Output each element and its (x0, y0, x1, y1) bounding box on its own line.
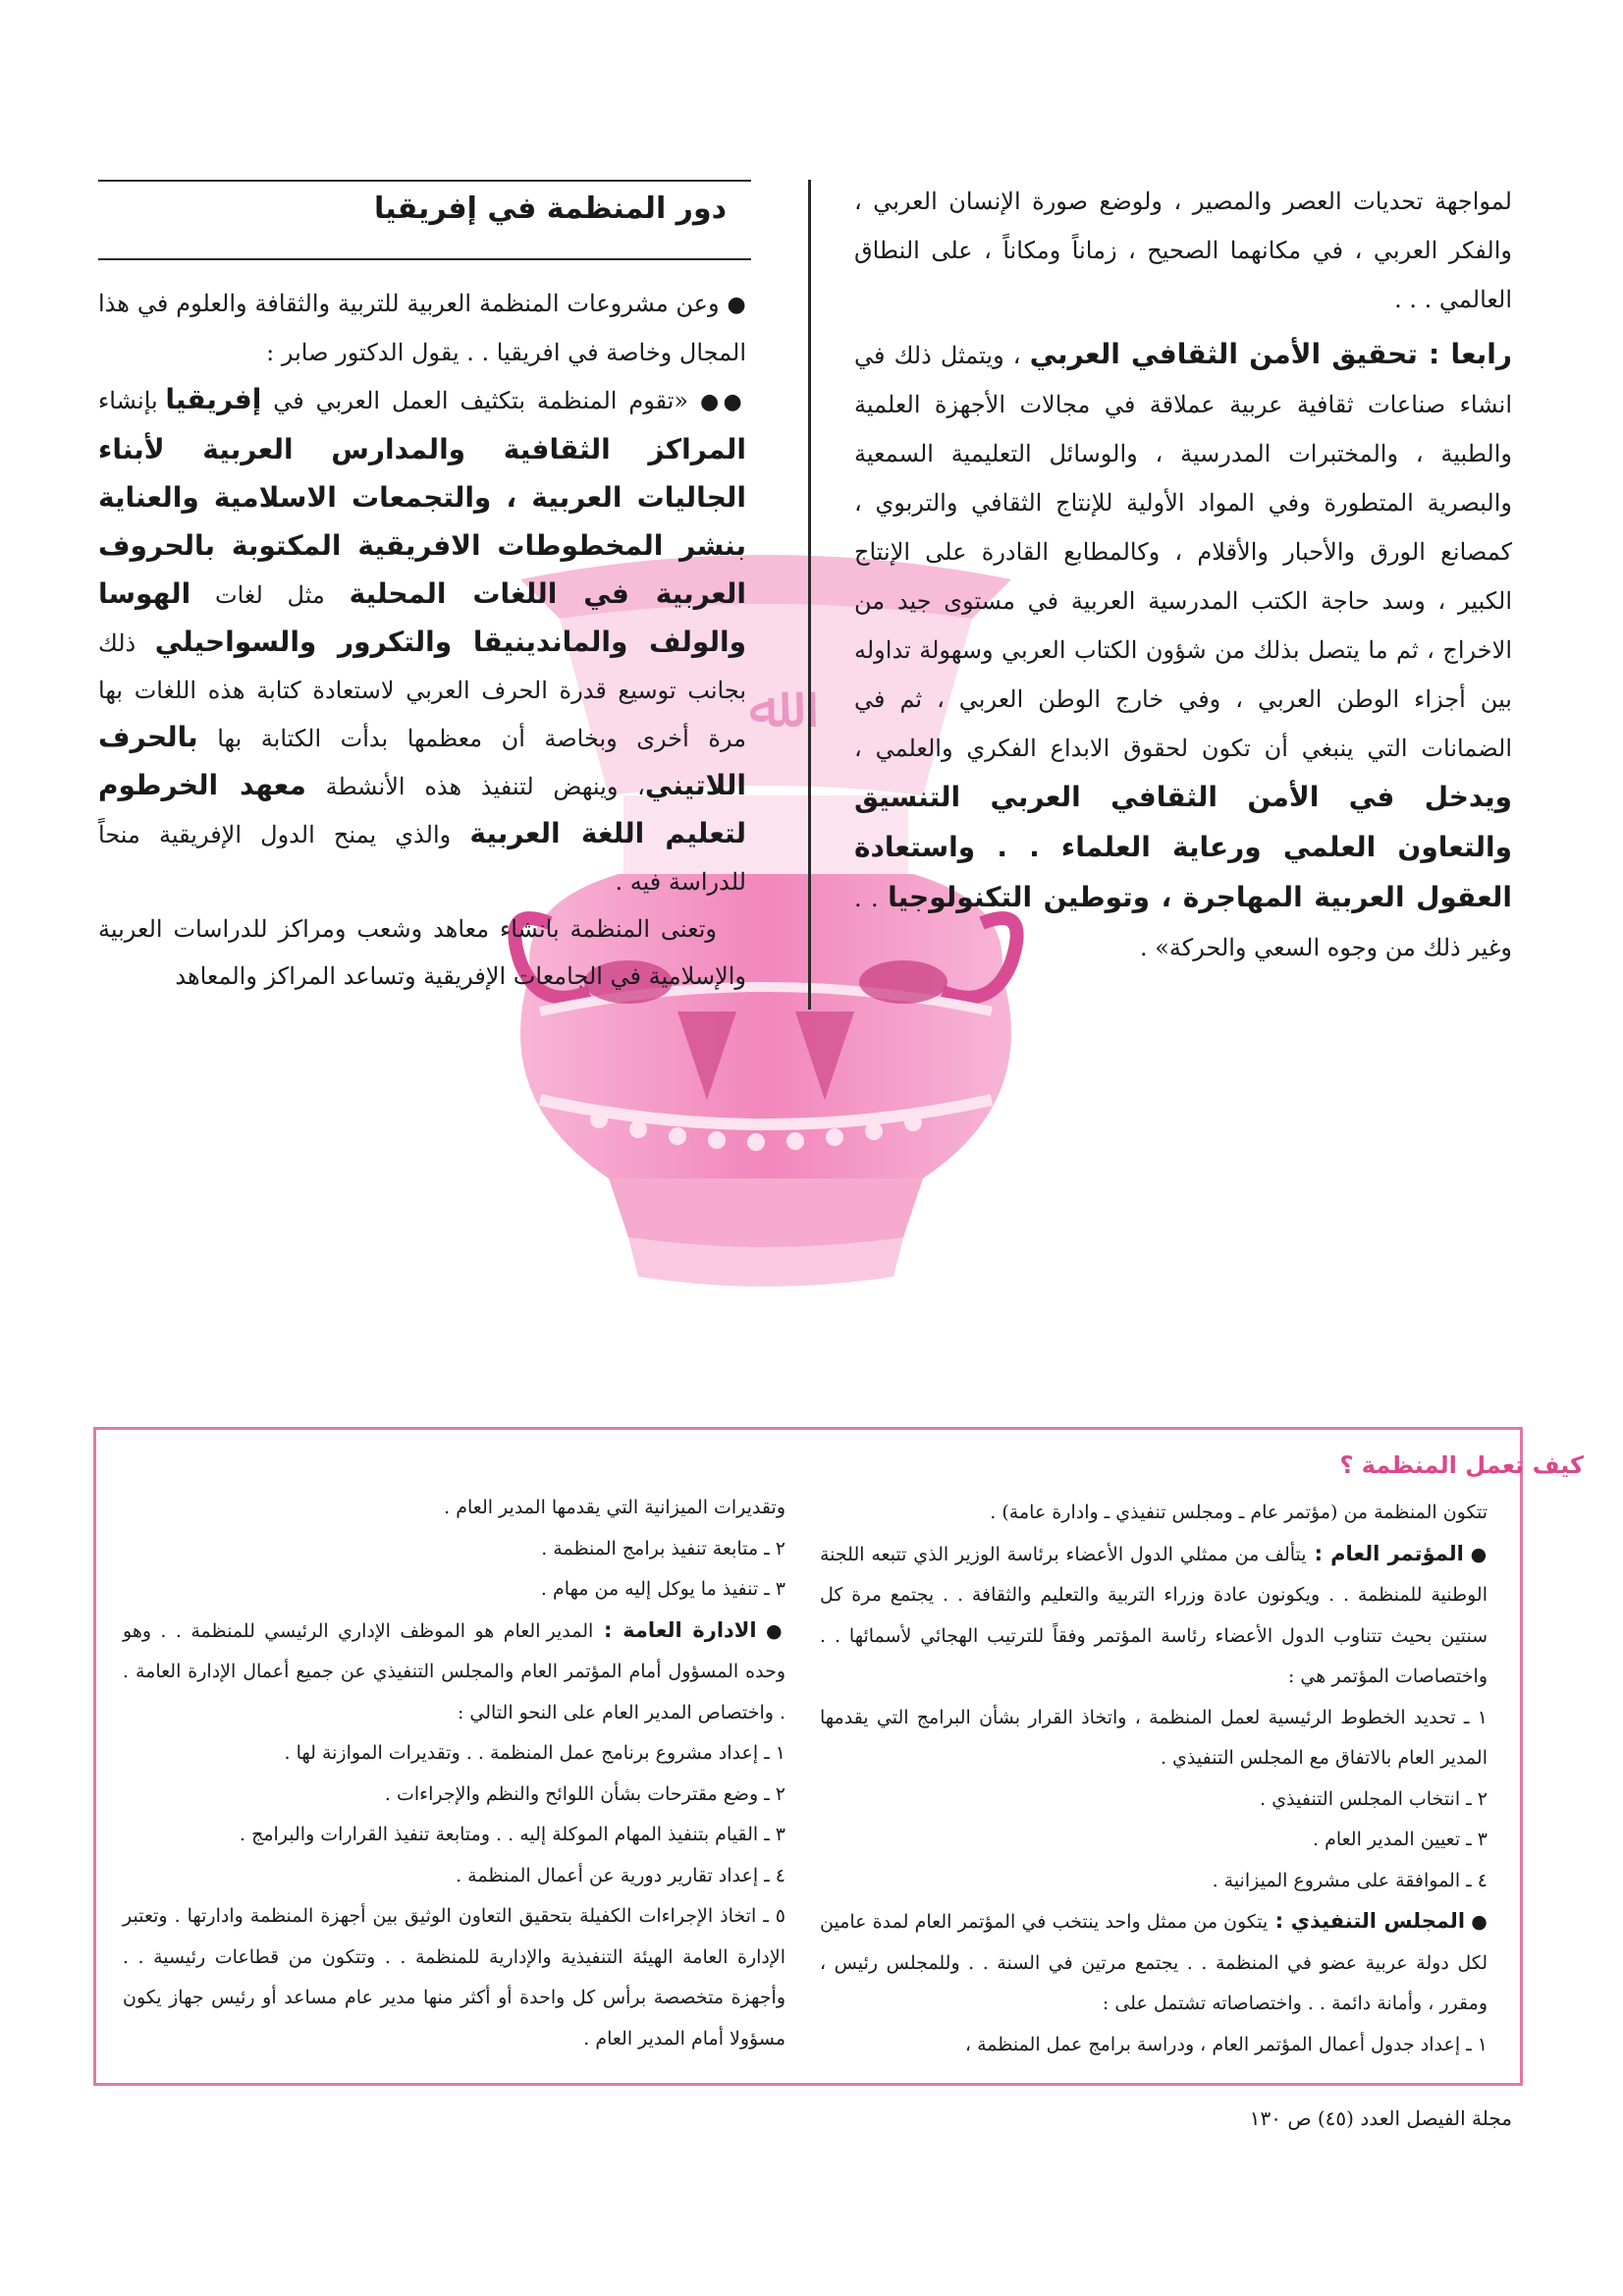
box-paragraph (123, 1488, 785, 1529)
paragraph: لمواجهة تحديات العصر والمصير ، ولوضع صورة الإنسان العربي ، والفكر العربي ، في مكانهما الصحيح ، زماناً ومكاناً ، على النطاق العالمي . . . (854, 188, 1512, 313)
box-text: ٣ ـ تعيين المدير العام . (1313, 1829, 1488, 1850)
box-paragraph (123, 1611, 785, 1734)
info-box-left-column (123, 1488, 785, 2059)
box-text: ١ ـ تحديد الخطوط الرئيسية لعمل المنظمة ، واتخاذ القرار بشأن البرامج التي يقدمها المدير العام بالاتفاق مع المجلس التنفيذي . (820, 1706, 1488, 1769)
paragraph-text: والذي يمنح الدول الإفريقية منحاً للدراسة فيه . (98, 821, 746, 896)
bold-text: إفريقيا (165, 383, 262, 415)
paragraph: وتعنى المنظمة بانشاء معاهد وشعب ومراكز للدراسات العربية والإسلامية في الجامعات الإفريقية وتساعد المراكز والمعاهد (98, 915, 746, 990)
box-text: ٥ ـ اتخاذ الإجراءات الكفيلة بتحقيق التعاون الوثيق بين أجهزة المنظمة وادارتها . وتعتبر الإدارة العامة الهيئة التنفيذية والإدارية للمنظمة . . وتتكون من قطاعات رئيسية . . وأجهزة متخصصة برأس كل واحدة أو أكثر منها مدير عام مساعد أو رئيس جهاز يكون مسؤولا أمام المدير العام . (123, 1905, 785, 2050)
box-text: ٢ ـ انتخاب المجلس التنفيذي . (1260, 1787, 1488, 1810)
box-subheading: المؤتمر العام : (1306, 1541, 1464, 1565)
paragraph-text: «تقوم المنظمة بتكثيف العمل العربي في (273, 387, 689, 414)
column-divider (808, 180, 811, 1010)
box-paragraph (123, 1896, 785, 2059)
title-rule-bottom (98, 258, 751, 260)
box-text: يتألف من ممثلي الدول الأعضاء برئاسة الوزير الذي تتبعه اللجنة الوطنية للمنظمة . . ويكونون عادة وزراء التربية والتعليم والثقافة . . يجتمع مرة كل سنتين بحيث تتناوب الدول الأعضاء رئاسة المؤتمر وفقاً للترتيب الهجائي لأسمائها . . واختصاصات المؤتمر هي : (820, 1543, 1488, 1687)
box-paragraph (820, 1861, 1488, 1902)
paragraph-text: مثل لغات (214, 581, 325, 609)
box-text: تتكون المنظمة من (مؤتمر عام ـ ومجلس تنفيذي ـ وادارة عامة) . (990, 1502, 1488, 1523)
paragraph-text: بإنشاء (98, 387, 158, 414)
box-text: وتقديرات الميزانية التي يقدمها المدير العام . (444, 1497, 785, 1518)
box-paragraph (123, 1775, 785, 1816)
section-title: دور المنظمة في إفريقيا (373, 191, 727, 226)
paragraph-text: ، وينهض لتنفيذ هذه الأنشطة (325, 773, 645, 800)
box-paragraph (123, 1529, 785, 1570)
paragraph (98, 280, 746, 376)
info-box-title: كيف تعمل المنظمة ؟ (1339, 1451, 1584, 1479)
bullet-icon: ● (1463, 1543, 1488, 1565)
box-paragraph (820, 1493, 1488, 1534)
info-box-right-column (820, 1493, 1488, 2065)
box-text: ٤ ـ إعداد تقارير دورية عن أعمال المنظمة . (456, 1864, 785, 1886)
box-paragraph (820, 2025, 1488, 2066)
box-subheading: الادارة العامة : (593, 1617, 757, 1642)
box-paragraph (820, 1901, 1488, 2025)
bold-text: المراكز الثقافية والمدارس العربية لأبناء الجاليات العربية ، والتجمعات الاسلامية والعناية بنشر المخطوطات الافريقية المكتوبة بالحروف العربية في اللغات المحلية (98, 433, 746, 610)
paragraph (98, 376, 746, 905)
bullet-icon: ● (756, 1619, 786, 1642)
paragraph (854, 330, 1512, 972)
box-paragraph (123, 1815, 785, 1856)
bold-text: بالحرف اللاتيني (98, 721, 746, 801)
page-footer: مجلة الفيصل العدد (٤٥) ص ١٣٠ (1249, 2106, 1512, 2130)
box-subheading: المجلس التنفيذي : (1268, 1909, 1466, 1933)
bold-text: ويدخل في الأمن الثقافي العربي التنسيق والتعاون العلمي ورعاية العلماء . . واستعادة العقول العربية المهاجرة ، وتوطين التكنولوجيا (854, 781, 1512, 913)
box-text: ١ ـ إعداد جدول أعمال المؤتمر العام ، ودراسة برامج عمل المنظمة ، (964, 2033, 1488, 2055)
paragraph-text: ، ويتمثل ذلك في انشاء صناعات ثقافية عربية عملاقة في مجالات الأجهزة العلمية والطبية ، والمختبرات المدرسية ، والوسائل التعليمية السمعية والبصرية المتطورة وفي المواد الأولية للإنتاج الثقافي والتربوي ، كمصانع الورق والأحبار والأقلام ، وكالمطابع القادرة على الإنتاج الكبير ، وسد حاجة الكتب المدرسية العربية في مستوى جيد من الاخراج ، ثم ما يتصل بذلك من شؤون الكتاب العربي وسهولة تداوله بين أجزاء الوطن العربي ، وفي خارج الوطن العربي ، ثم في الضمانات التي ينبغي أن تكون لحقوق الابداع الفكري والعلمي ، (854, 342, 1512, 762)
box-paragraph (820, 1534, 1488, 1698)
box-paragraph (123, 1569, 785, 1611)
box-text: يتكون من ممثل واحد ينتخب في المؤتمر العام لمدة عامين لكل دولة عربية عضو في المنظمة . . يجتمع مرتين في السنة . . وللمجلس رئيس ، ومقرر ، وأمانة دائمة . . واختصاصاته تشتمل على : (820, 1911, 1488, 2014)
box-text: ٣ ـ القيام بتنفيذ المهام الموكلة إليه . . ومتابعة تنفيذ القرارات والبرامج . (239, 1824, 785, 1845)
box-paragraph (123, 1733, 785, 1775)
box-paragraph (820, 1698, 1488, 1779)
heading-inline: رابعا : تحقيق الأمن الثقافي العربي (1029, 338, 1513, 370)
box-paragraph (123, 1856, 785, 1897)
title-rule-top (98, 180, 751, 182)
paragraph-text: . . وغير ذلك من وجوه السعي والحركة» . (854, 885, 1512, 961)
paragraph-text: وعن مشروعات المنظمة العربية للتربية والثقافة والعلوم في هذا المجال وخاصة في افريقيا . . يقول الدكتور صابر : (98, 290, 746, 366)
double-bullet-icon: ●● (700, 390, 746, 414)
box-text: ٢ ـ متابعة تنفيذ برامج المنظمة . (541, 1537, 785, 1559)
article-right-column (854, 177, 1512, 978)
bullet-icon: ● (1465, 1911, 1488, 1933)
box-text: ١ ـ إعداد مشروع برنامج عمل المنظمة . . وتقديرات الموازنة لها . (284, 1742, 785, 1764)
box-paragraph (820, 1779, 1488, 1821)
box-text: ٤ ـ الموافقة على مشروع الميزانية . (1212, 1869, 1488, 1891)
bold-text: معهد الخرطوم لتعليم اللغة العربية (98, 769, 746, 849)
box-text: ٢ ـ وضع مقترحات بشأن اللوائح والنظم والإجراءات . (384, 1782, 785, 1805)
box-text: ٣ ـ تنفيذ ما يوكل إليه من مهام . (540, 1578, 785, 1600)
paragraph-text: ذلك بجانب توسيع قدرة الحرف العربي لاستعادة كتابة هذه اللغات بها مرة أخرى وبخاصة أن معظمها بدأت الكتابة بها (98, 629, 746, 752)
box-text: المدير العام هو الموظف الإداري الرئيسي للمنظمة . . وهو وحده المسؤول أمام المؤتمر العام والمجلس التنفيذي عن جميع أعمال الإدارة العامة . . واختصاص المدير العام على النحو التالي : (123, 1619, 785, 1723)
bold-text: الهوسا والولف والماندينيقا والتكرور والسواحيلي (98, 577, 746, 658)
box-paragraph (820, 1820, 1488, 1861)
bullet-icon: ● (727, 293, 746, 317)
svg-text:ﷲ: ﷲ (748, 673, 784, 741)
